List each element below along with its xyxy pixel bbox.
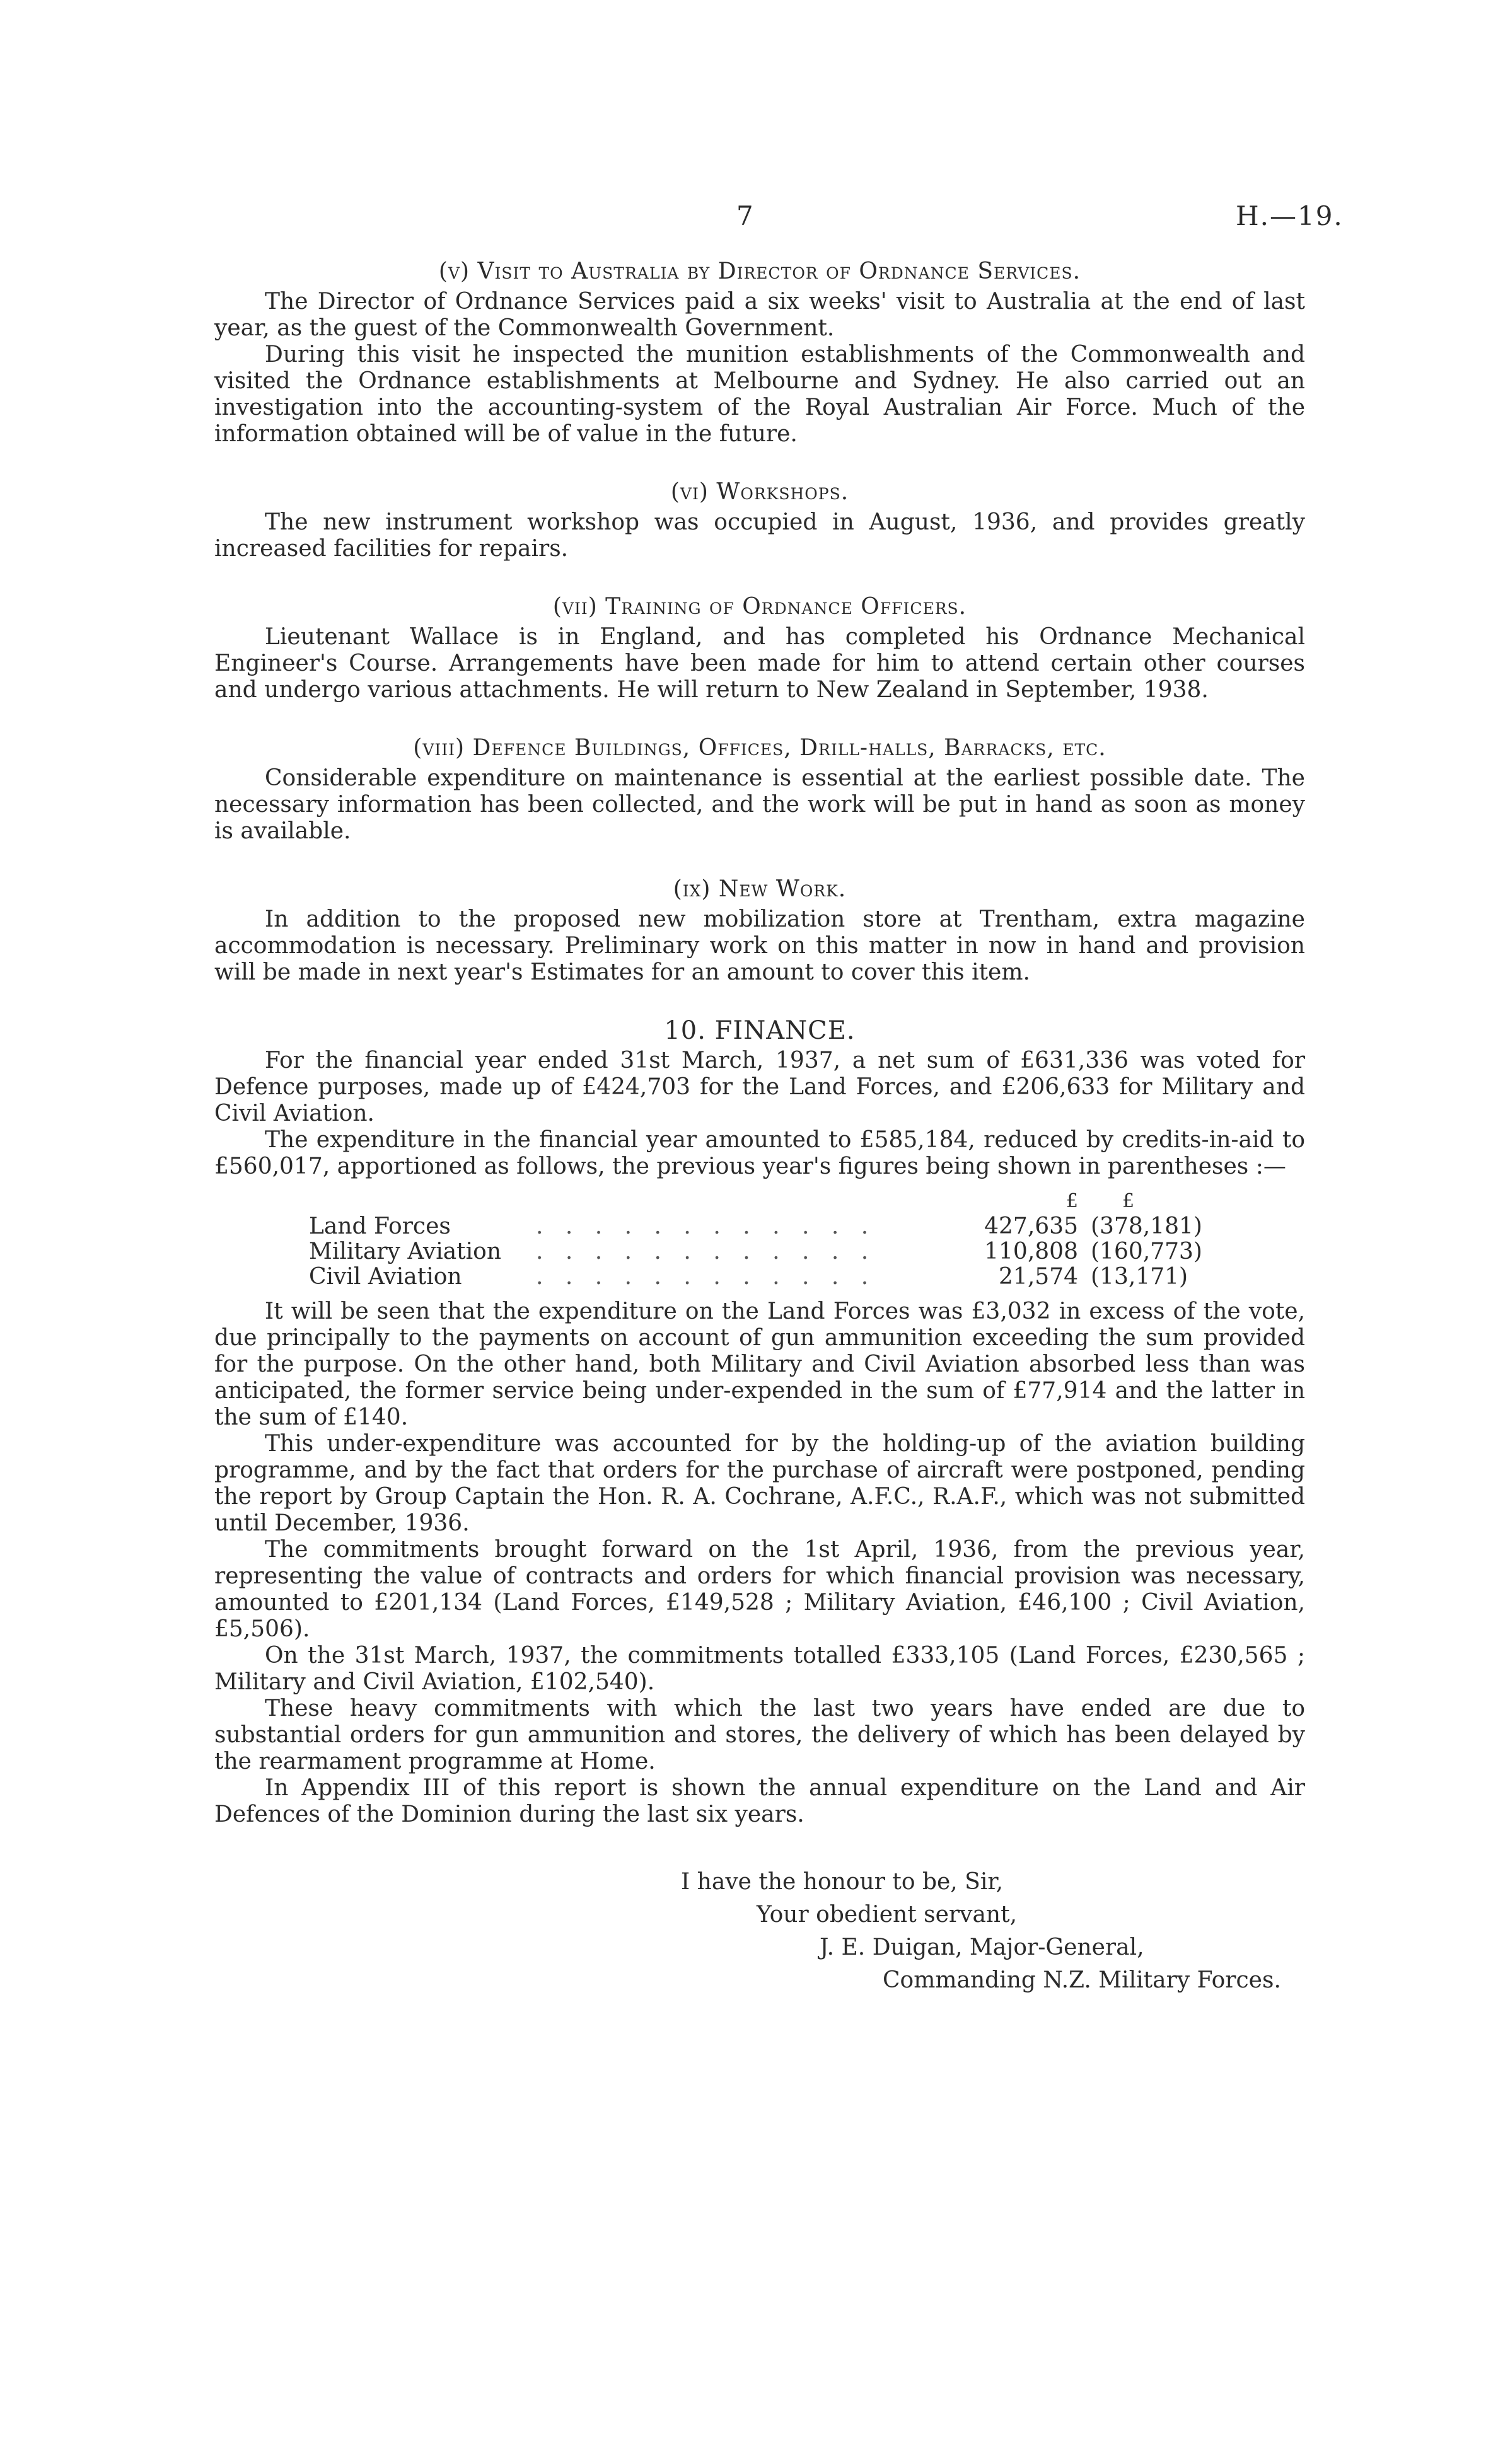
row-previous: (13,171) [1091, 1264, 1188, 1290]
paragraph: The new instrument workshop was occupied in August, 1936, and provides greatly increased facilities for repairs. [214, 509, 1305, 562]
paragraph: These heavy commitments with which the last two years have ended are due to substantial orders for gun ammunition and stores, the delivery of which has been delayed by the rearmament programme at Home. [214, 1696, 1305, 1774]
row-label: Land Forces [309, 1213, 451, 1239]
paragraph: In addition to the proposed new mobilization store at Trentham, extra magazine accommodation is necessary. Preliminary work on this matter in now in hand and provision will be made in next year's Estimates for an amount to cover this item. [214, 906, 1305, 985]
section-heading: (vii) Training of Ordnance Officers. [552, 594, 967, 620]
row-previous: (378,181) [1091, 1213, 1202, 1239]
leader-dots: . . . . . . . . . . . . [536, 1239, 876, 1264]
signature-block [214, 1866, 1305, 2004]
section-new-work [214, 876, 1305, 986]
table-row [309, 1214, 1286, 1239]
section-workshops [214, 479, 1305, 562]
leader-dots: . . . . . . . . . . . . [536, 1264, 876, 1290]
paragraph: Considerable expenditure on maintenance is essential at the earliest possible date. The necessary information has been collected, and the work will be put in hand as soon as money is available. [214, 765, 1305, 844]
table-row [309, 1239, 1286, 1264]
paragraph: This under-expenditure was accounted for by the holding-up of the aviation building programme, and by the fact that orders for the purchase of aircraft were postponed, pending the report by Group Captain the Hon. R. A. Cochrane, A.F.C., R.A.F., which was not submitted until December, 1936. [214, 1431, 1305, 1536]
expenditure-table [309, 1189, 1286, 1290]
page-content [214, 258, 1305, 2004]
row-amount: 427,635 [984, 1213, 1078, 1239]
currency-row [309, 1189, 1286, 1214]
section-heading: (vi) Workshops. [670, 479, 849, 505]
section-heading: (ix) New Work. [673, 876, 847, 902]
closing-line: Your obedient servant, [757, 1902, 1018, 1928]
paragraph: The expenditure in the financial year amounted to £585,184, reduced by credits-in-aid to £560,017, apportioned as follows, the previous year's figures being shown in parentheses :— [214, 1127, 1305, 1179]
closing-line: I have the honour to be, Sir, [681, 1869, 1004, 1895]
row-previous: (160,773) [1091, 1239, 1202, 1264]
section-visit-to-australia [214, 258, 1305, 448]
section-defence-buildings [214, 735, 1305, 845]
row-amount: 110,808 [984, 1239, 1078, 1264]
section-finance [214, 1017, 1305, 1828]
paragraph: Lieutenant Wallace is in England, and has completed his Ordnance Mechanical Engineer's Course. Arrangements have been made for him to attend certain other courses and undergo various attachments. He will return to New Zealand in September, 1938. [214, 624, 1305, 703]
paragraph: On the 31st March, 1937, the commitments totalled £333,105 (Land Forces, £230,565 ; Military and Civil Aviation, £102,540). [214, 1643, 1305, 1695]
paragraph: The commitments brought forward on the 1st April, 1936, from the previous year, representing the value of contracts and orders for which financial provision was necessary, amounted to £201,134 (Land Forces, £149,528 ; Military Aviation, £46,100 ; Civil Aviation, £5,506). [214, 1537, 1305, 1642]
row-label: Military Aviation [309, 1239, 502, 1264]
paragraph: For the financial year ended 31st March, 1937, a net sum of £631,336 was voted for Defence purposes, made up of £424,703 for the Land Forces, and £206,633 for Military and Civil Aviation. [214, 1048, 1305, 1126]
signatory-name: J. E. Duigan, Major-General, [820, 1935, 1144, 1960]
row-amount: 21,574 [999, 1264, 1078, 1290]
table-row [309, 1264, 1286, 1290]
paragraph: During this visit he inspected the munition establishments of the Commonwealth and visited the Ordnance establishments at Melbourne and Sydney. He also carried out an investigation into the accounting-system of the Royal Australian Air Force. Much of the information obtained will be of value in the future. [214, 342, 1305, 447]
signatory-title: Commanding N.Z. Military Forces. [883, 1967, 1281, 1993]
row-label: Civil Aviation [309, 1264, 462, 1290]
paragraph: In Appendix III of this report is shown the annual expenditure on the Land and Air Defences of the Dominion during the last six years. [214, 1775, 1305, 1827]
currency-symbol: £ [1122, 1190, 1135, 1212]
section-heading: (v) Visit to Australia by Director of Ordnance Services. [438, 258, 1081, 284]
section-heading: (viii) Defence Buildings, Offices, Drill-halls, Barracks, etc. [413, 735, 1106, 761]
currency-symbol: £ [1065, 1190, 1078, 1212]
finance-heading: 10. FINANCE. [664, 1016, 856, 1045]
document-reference: H.—19. [1236, 200, 1344, 231]
paragraph: It will be seen that the expenditure on the Land Forces was £3,032 in excess of the vote, due principally to the payments on account of gun ammunition exceeding the sum provided for the purpose. On the other hand, both Military and Civil Aviation absorbed less than was anticipated, the former service being under-expended in the sum of £77,914 and the latter in the sum of £140. [214, 1299, 1305, 1430]
paragraph: The Director of Ordnance Services paid a six weeks' visit to Australia at the end of last year, as the guest of the Commonwealth Government. [214, 289, 1305, 341]
page-number: 7 [736, 200, 753, 231]
section-training-ordnance-officers [214, 594, 1305, 703]
leader-dots: . . . . . . . . . . . . [536, 1213, 876, 1239]
